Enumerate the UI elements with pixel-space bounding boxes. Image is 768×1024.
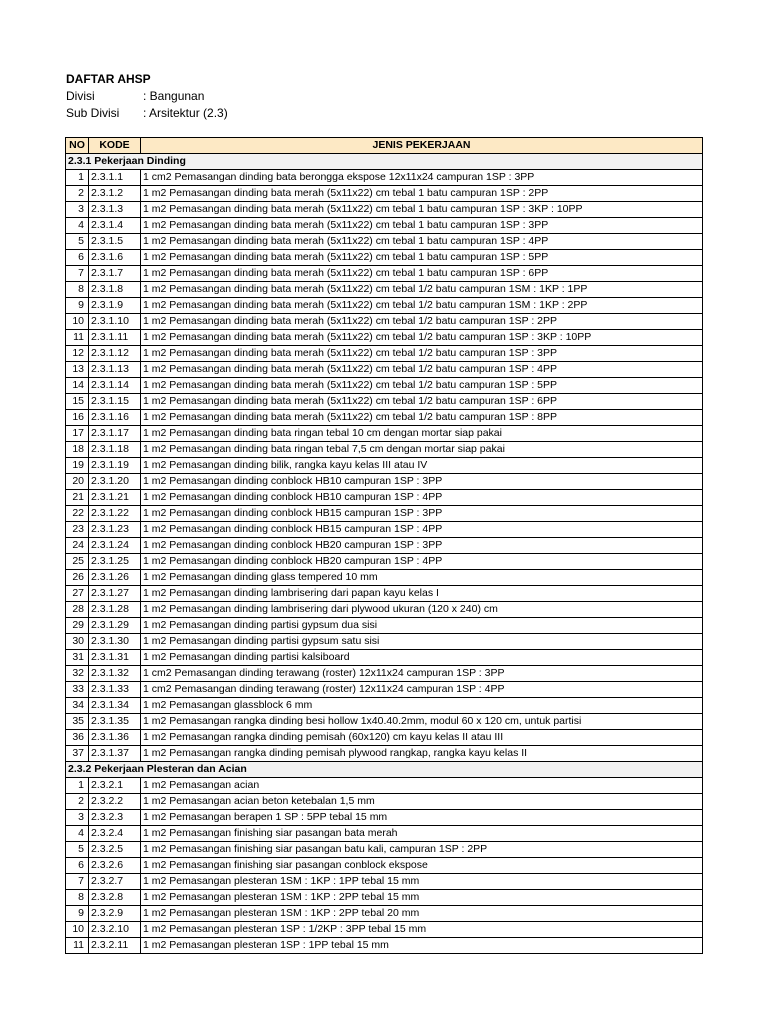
row-jenis-pekerjaan: 1 m2 Pemasangan rangka dinding pemisah (60x120) cm kayu kelas II atau III	[141, 730, 703, 746]
row-kode: 2.3.1.26	[89, 570, 141, 586]
row-kode: 2.3.1.28	[89, 602, 141, 618]
row-jenis-pekerjaan: 1 m2 Pemasangan plesteran 1SM : 1KP : 2PP tebal 15 mm	[141, 890, 703, 906]
table-row	[66, 602, 703, 618]
column-header-jenis-pekerjaan: JENIS PEKERJAAN	[141, 138, 703, 154]
row-jenis-pekerjaan: 1 m2 Pemasangan plesteran 1SP : 1PP tebal 15 mm	[141, 938, 703, 954]
table-row	[66, 282, 703, 298]
row-no: 4	[66, 826, 89, 842]
row-kode: 2.3.1.23	[89, 522, 141, 538]
row-kode: 2.3.1.6	[89, 250, 141, 266]
row-kode: 2.3.1.2	[89, 186, 141, 202]
document-header	[66, 71, 228, 122]
row-no: 1	[66, 170, 89, 186]
row-jenis-pekerjaan: 1 m2 Pemasangan acian beton ketebalan 1,5 mm	[141, 794, 703, 810]
row-no: 25	[66, 554, 89, 570]
row-no: 2	[66, 794, 89, 810]
row-no: 23	[66, 522, 89, 538]
table-row	[66, 650, 703, 666]
table-row	[66, 474, 703, 490]
row-no: 32	[66, 666, 89, 682]
row-no: 11	[66, 938, 89, 954]
row-kode: 2.3.1.33	[89, 682, 141, 698]
row-jenis-pekerjaan: 1 m2 Pemasangan dinding bata merah (5x11x22) cm tebal 1/2 batu campuran 1SP : 3KP : 10PP	[141, 330, 703, 346]
row-kode: 2.3.1.3	[89, 202, 141, 218]
row-jenis-pekerjaan: 1 m2 Pemasangan dinding conblock HB15 campuran 1SP : 4PP	[141, 522, 703, 538]
row-jenis-pekerjaan: 1 m2 Pemasangan dinding bata merah (5x11x22) cm tebal 1/2 batu campuran 1SM : 1KP : 2PP	[141, 298, 703, 314]
divisi-row	[66, 88, 228, 105]
ahsp-table	[65, 137, 703, 954]
table-row	[66, 586, 703, 602]
table-row	[66, 698, 703, 714]
section-title: 2.3.2 Pekerjaan Plesteran dan Acian	[66, 762, 703, 778]
table-row	[66, 298, 703, 314]
row-jenis-pekerjaan: 1 m2 Pemasangan dinding bata merah (5x11x22) cm tebal 1/2 batu campuran 1SP : 2PP	[141, 314, 703, 330]
table-row	[66, 266, 703, 282]
section-title: 2.3.1 Pekerjaan Dinding	[66, 154, 703, 170]
row-kode: 2.3.1.9	[89, 298, 141, 314]
row-no: 26	[66, 570, 89, 586]
table-row	[66, 458, 703, 474]
row-kode: 2.3.1.25	[89, 554, 141, 570]
row-jenis-pekerjaan: 1 m2 Pemasangan finishing siar pasangan conblock ekspose	[141, 858, 703, 874]
row-jenis-pekerjaan: 1 m2 Pemasangan dinding conblock HB20 campuran 1SP : 4PP	[141, 554, 703, 570]
table-row	[66, 858, 703, 874]
table-row	[66, 730, 703, 746]
row-no: 34	[66, 698, 89, 714]
table-row	[66, 346, 703, 362]
table-row	[66, 442, 703, 458]
row-kode: 2.3.1.20	[89, 474, 141, 490]
table-row	[66, 682, 703, 698]
row-no: 5	[66, 234, 89, 250]
row-no: 19	[66, 458, 89, 474]
section-header-row	[66, 154, 703, 170]
row-no: 6	[66, 858, 89, 874]
table-header-row	[66, 138, 703, 154]
row-no: 9	[66, 298, 89, 314]
row-no: 24	[66, 538, 89, 554]
row-no: 29	[66, 618, 89, 634]
row-jenis-pekerjaan: 1 m2 Pemasangan dinding partisi gypsum satu sisi	[141, 634, 703, 650]
row-no: 31	[66, 650, 89, 666]
row-kode: 2.3.1.14	[89, 378, 141, 394]
row-jenis-pekerjaan: 1 m2 Pemasangan dinding conblock HB10 campuran 1SP : 3PP	[141, 474, 703, 490]
row-no: 2	[66, 186, 89, 202]
row-no: 8	[66, 890, 89, 906]
row-kode: 2.3.2.1	[89, 778, 141, 794]
row-no: 10	[66, 922, 89, 938]
row-kode: 2.3.1.36	[89, 730, 141, 746]
row-jenis-pekerjaan: 1 m2 Pemasangan dinding partisi gypsum dua sisi	[141, 618, 703, 634]
table-row	[66, 426, 703, 442]
row-kode: 2.3.2.11	[89, 938, 141, 954]
row-kode: 2.3.1.1	[89, 170, 141, 186]
table-row	[66, 218, 703, 234]
table-row	[66, 794, 703, 810]
row-jenis-pekerjaan: 1 m2 Pemasangan plesteran 1SM : 1KP : 1PP tebal 15 mm	[141, 874, 703, 890]
row-jenis-pekerjaan: 1 m2 Pemasangan dinding bata merah (5x11x22) cm tebal 1 batu campuran 1SP : 4PP	[141, 234, 703, 250]
row-kode: 2.3.1.16	[89, 410, 141, 426]
row-jenis-pekerjaan: 1 m2 Pemasangan dinding bata merah (5x11x22) cm tebal 1 batu campuran 1SP : 5PP	[141, 250, 703, 266]
row-kode: 2.3.2.5	[89, 842, 141, 858]
row-no: 13	[66, 362, 89, 378]
row-jenis-pekerjaan: 1 m2 Pemasangan dinding bata merah (5x11x22) cm tebal 1 batu campuran 1SP : 2PP	[141, 186, 703, 202]
row-no: 3	[66, 202, 89, 218]
divisi-label: Divisi	[66, 89, 95, 103]
row-jenis-pekerjaan: 1 m2 Pemasangan dinding bata merah (5x11x22) cm tebal 1/2 batu campuran 1SP : 4PP	[141, 362, 703, 378]
divisi-value: : Bangunan	[143, 89, 205, 103]
row-no: 7	[66, 874, 89, 890]
row-jenis-pekerjaan: 1 m2 Pemasangan dinding lambrisering dari plywood ukuran (120 x 240) cm	[141, 602, 703, 618]
table-row	[66, 522, 703, 538]
row-jenis-pekerjaan: 1 m2 Pemasangan dinding conblock HB10 campuran 1SP : 4PP	[141, 490, 703, 506]
row-no: 6	[66, 250, 89, 266]
row-kode: 2.3.1.34	[89, 698, 141, 714]
row-kode: 2.3.1.30	[89, 634, 141, 650]
row-jenis-pekerjaan: 1 m2 Pemasangan dinding conblock HB20 campuran 1SP : 3PP	[141, 538, 703, 554]
table-body	[66, 154, 703, 954]
row-kode: 2.3.2.6	[89, 858, 141, 874]
table-row	[66, 778, 703, 794]
row-jenis-pekerjaan: 1 m2 Pemasangan dinding bata merah (5x11x22) cm tebal 1/2 batu campuran 1SP : 8PP	[141, 410, 703, 426]
table-row	[66, 250, 703, 266]
row-jenis-pekerjaan: 1 cm2 Pemasangan dinding terawang (roster) 12x11x24 campuran 1SP : 4PP	[141, 682, 703, 698]
row-jenis-pekerjaan: 1 m2 Pemasangan plesteran 1SM : 1KP : 2PP tebal 20 mm	[141, 906, 703, 922]
table-row	[66, 170, 703, 186]
row-jenis-pekerjaan: 1 m2 Pemasangan dinding bata merah (5x11x22) cm tebal 1/2 batu campuran 1SP : 3PP	[141, 346, 703, 362]
row-jenis-pekerjaan: 1 m2 Pemasangan dinding bata ringan tebal 7,5 cm dengan mortar siap pakai	[141, 442, 703, 458]
table-row	[66, 186, 703, 202]
row-no: 1	[66, 778, 89, 794]
row-jenis-pekerjaan: 1 m2 Pemasangan dinding bilik, rangka kayu kelas III atau IV	[141, 458, 703, 474]
row-no: 17	[66, 426, 89, 442]
row-no: 14	[66, 378, 89, 394]
subdivisi-label: Sub Divisi	[66, 106, 120, 120]
table-row	[66, 826, 703, 842]
table-row	[66, 330, 703, 346]
row-no: 16	[66, 410, 89, 426]
row-no: 35	[66, 714, 89, 730]
row-kode: 2.3.1.17	[89, 426, 141, 442]
row-no: 21	[66, 490, 89, 506]
row-jenis-pekerjaan: 1 m2 Pemasangan dinding partisi kalsiboard	[141, 650, 703, 666]
document-title: DAFTAR AHSP	[66, 72, 151, 86]
row-no: 3	[66, 810, 89, 826]
row-kode: 2.3.2.7	[89, 874, 141, 890]
table-row	[66, 394, 703, 410]
row-jenis-pekerjaan: 1 m2 Pemasangan dinding bata merah (5x11x22) cm tebal 1 batu campuran 1SP : 3PP	[141, 218, 703, 234]
row-kode: 2.3.2.3	[89, 810, 141, 826]
table-row	[66, 202, 703, 218]
row-kode: 2.3.2.8	[89, 890, 141, 906]
row-no: 30	[66, 634, 89, 650]
row-kode: 2.3.1.29	[89, 618, 141, 634]
row-no: 27	[66, 586, 89, 602]
row-no: 15	[66, 394, 89, 410]
row-no: 33	[66, 682, 89, 698]
row-jenis-pekerjaan: 1 m2 Pemasangan finishing siar pasangan batu kali, campuran 1SP : 2PP	[141, 842, 703, 858]
row-jenis-pekerjaan: 1 m2 Pemasangan rangka dinding pemisah plywood rangkap, rangka kayu kelas II	[141, 746, 703, 762]
table-row	[66, 746, 703, 762]
table-row	[66, 890, 703, 906]
row-jenis-pekerjaan: 1 m2 Pemasangan dinding glass tempered 10 mm	[141, 570, 703, 586]
table-row	[66, 922, 703, 938]
row-kode: 2.3.2.2	[89, 794, 141, 810]
row-jenis-pekerjaan: 1 m2 Pemasangan glassblock 6 mm	[141, 698, 703, 714]
row-jenis-pekerjaan: 1 m2 Pemasangan dinding bata merah (5x11x22) cm tebal 1 batu campuran 1SP : 6PP	[141, 266, 703, 282]
table-row	[66, 906, 703, 922]
row-jenis-pekerjaan: 1 m2 Pemasangan rangka dinding besi hollow 1x40.40.2mm, modul 60 x 120 cm, untuk partisi	[141, 714, 703, 730]
table-row	[66, 554, 703, 570]
row-no: 36	[66, 730, 89, 746]
row-no: 20	[66, 474, 89, 490]
row-kode: 2.3.1.18	[89, 442, 141, 458]
table-row	[66, 666, 703, 682]
column-header-no: NO	[66, 138, 89, 154]
row-jenis-pekerjaan: 1 m2 Pemasangan dinding conblock HB15 campuran 1SP : 3PP	[141, 506, 703, 522]
row-jenis-pekerjaan: 1 m2 Pemasangan finishing siar pasangan bata merah	[141, 826, 703, 842]
row-kode: 2.3.1.19	[89, 458, 141, 474]
row-jenis-pekerjaan: 1 cm2 Pemasangan dinding terawang (roster) 12x11x24 campuran 1SP : 3PP	[141, 666, 703, 682]
row-jenis-pekerjaan: 1 m2 Pemasangan dinding bata ringan tebal 10 cm dengan mortar siap pakai	[141, 426, 703, 442]
table-row	[66, 570, 703, 586]
table-row	[66, 618, 703, 634]
row-no: 28	[66, 602, 89, 618]
table-row	[66, 938, 703, 954]
table-row	[66, 874, 703, 890]
row-kode: 2.3.1.24	[89, 538, 141, 554]
row-jenis-pekerjaan: 1 m2 Pemasangan berapen 1 SP : 5PP tebal 15 mm	[141, 810, 703, 826]
row-jenis-pekerjaan: 1 m2 Pemasangan dinding bata merah (5x11x22) cm tebal 1/2 batu campuran 1SP : 5PP	[141, 378, 703, 394]
table-row	[66, 362, 703, 378]
row-no: 11	[66, 330, 89, 346]
row-no: 12	[66, 346, 89, 362]
row-jenis-pekerjaan: 1 m2 Pemasangan dinding bata merah (5x11x22) cm tebal 1/2 batu campuran 1SP : 6PP	[141, 394, 703, 410]
row-kode: 2.3.1.31	[89, 650, 141, 666]
row-no: 4	[66, 218, 89, 234]
row-kode: 2.3.1.4	[89, 218, 141, 234]
table-row	[66, 314, 703, 330]
row-kode: 2.3.1.32	[89, 666, 141, 682]
table-row	[66, 842, 703, 858]
row-no: 37	[66, 746, 89, 762]
row-kode: 2.3.1.7	[89, 266, 141, 282]
row-kode: 2.3.1.11	[89, 330, 141, 346]
row-no: 18	[66, 442, 89, 458]
row-no: 9	[66, 906, 89, 922]
table-row	[66, 410, 703, 426]
section-header-row	[66, 762, 703, 778]
table-row	[66, 378, 703, 394]
subdivisi-value: : Arsitektur (2.3)	[143, 106, 228, 120]
row-kode: 2.3.2.4	[89, 826, 141, 842]
row-kode: 2.3.1.5	[89, 234, 141, 250]
table-row	[66, 490, 703, 506]
row-jenis-pekerjaan: 1 cm2 Pemasangan dinding bata berongga ekspose 12x11x24 campuran 1SP : 3PP	[141, 170, 703, 186]
row-kode: 2.3.1.37	[89, 746, 141, 762]
table-row	[66, 810, 703, 826]
row-kode: 2.3.1.35	[89, 714, 141, 730]
row-kode: 2.3.2.9	[89, 906, 141, 922]
table-row	[66, 634, 703, 650]
row-jenis-pekerjaan: 1 m2 Pemasangan acian	[141, 778, 703, 794]
row-kode: 2.3.1.12	[89, 346, 141, 362]
table-row	[66, 234, 703, 250]
row-kode: 2.3.2.10	[89, 922, 141, 938]
row-kode: 2.3.1.21	[89, 490, 141, 506]
row-kode: 2.3.1.22	[89, 506, 141, 522]
row-no: 7	[66, 266, 89, 282]
row-no: 22	[66, 506, 89, 522]
table-row	[66, 506, 703, 522]
row-jenis-pekerjaan: 1 m2 Pemasangan plesteran 1SP : 1/2KP : 3PP tebal 15 mm	[141, 922, 703, 938]
row-kode: 2.3.1.8	[89, 282, 141, 298]
row-jenis-pekerjaan: 1 m2 Pemasangan dinding bata merah (5x11x22) cm tebal 1 batu campuran 1SP : 3KP : 10PP	[141, 202, 703, 218]
table-row	[66, 714, 703, 730]
column-header-kode: KODE	[89, 138, 141, 154]
row-kode: 2.3.1.27	[89, 586, 141, 602]
table-row	[66, 538, 703, 554]
row-kode: 2.3.1.15	[89, 394, 141, 410]
row-no: 8	[66, 282, 89, 298]
row-jenis-pekerjaan: 1 m2 Pemasangan dinding bata merah (5x11x22) cm tebal 1/2 batu campuran 1SM : 1KP : 1PP	[141, 282, 703, 298]
row-kode: 2.3.1.10	[89, 314, 141, 330]
subdivisi-row	[66, 105, 228, 122]
row-no: 10	[66, 314, 89, 330]
row-kode: 2.3.1.13	[89, 362, 141, 378]
row-jenis-pekerjaan: 1 m2 Pemasangan dinding lambrisering dari papan kayu kelas I	[141, 586, 703, 602]
row-no: 5	[66, 842, 89, 858]
